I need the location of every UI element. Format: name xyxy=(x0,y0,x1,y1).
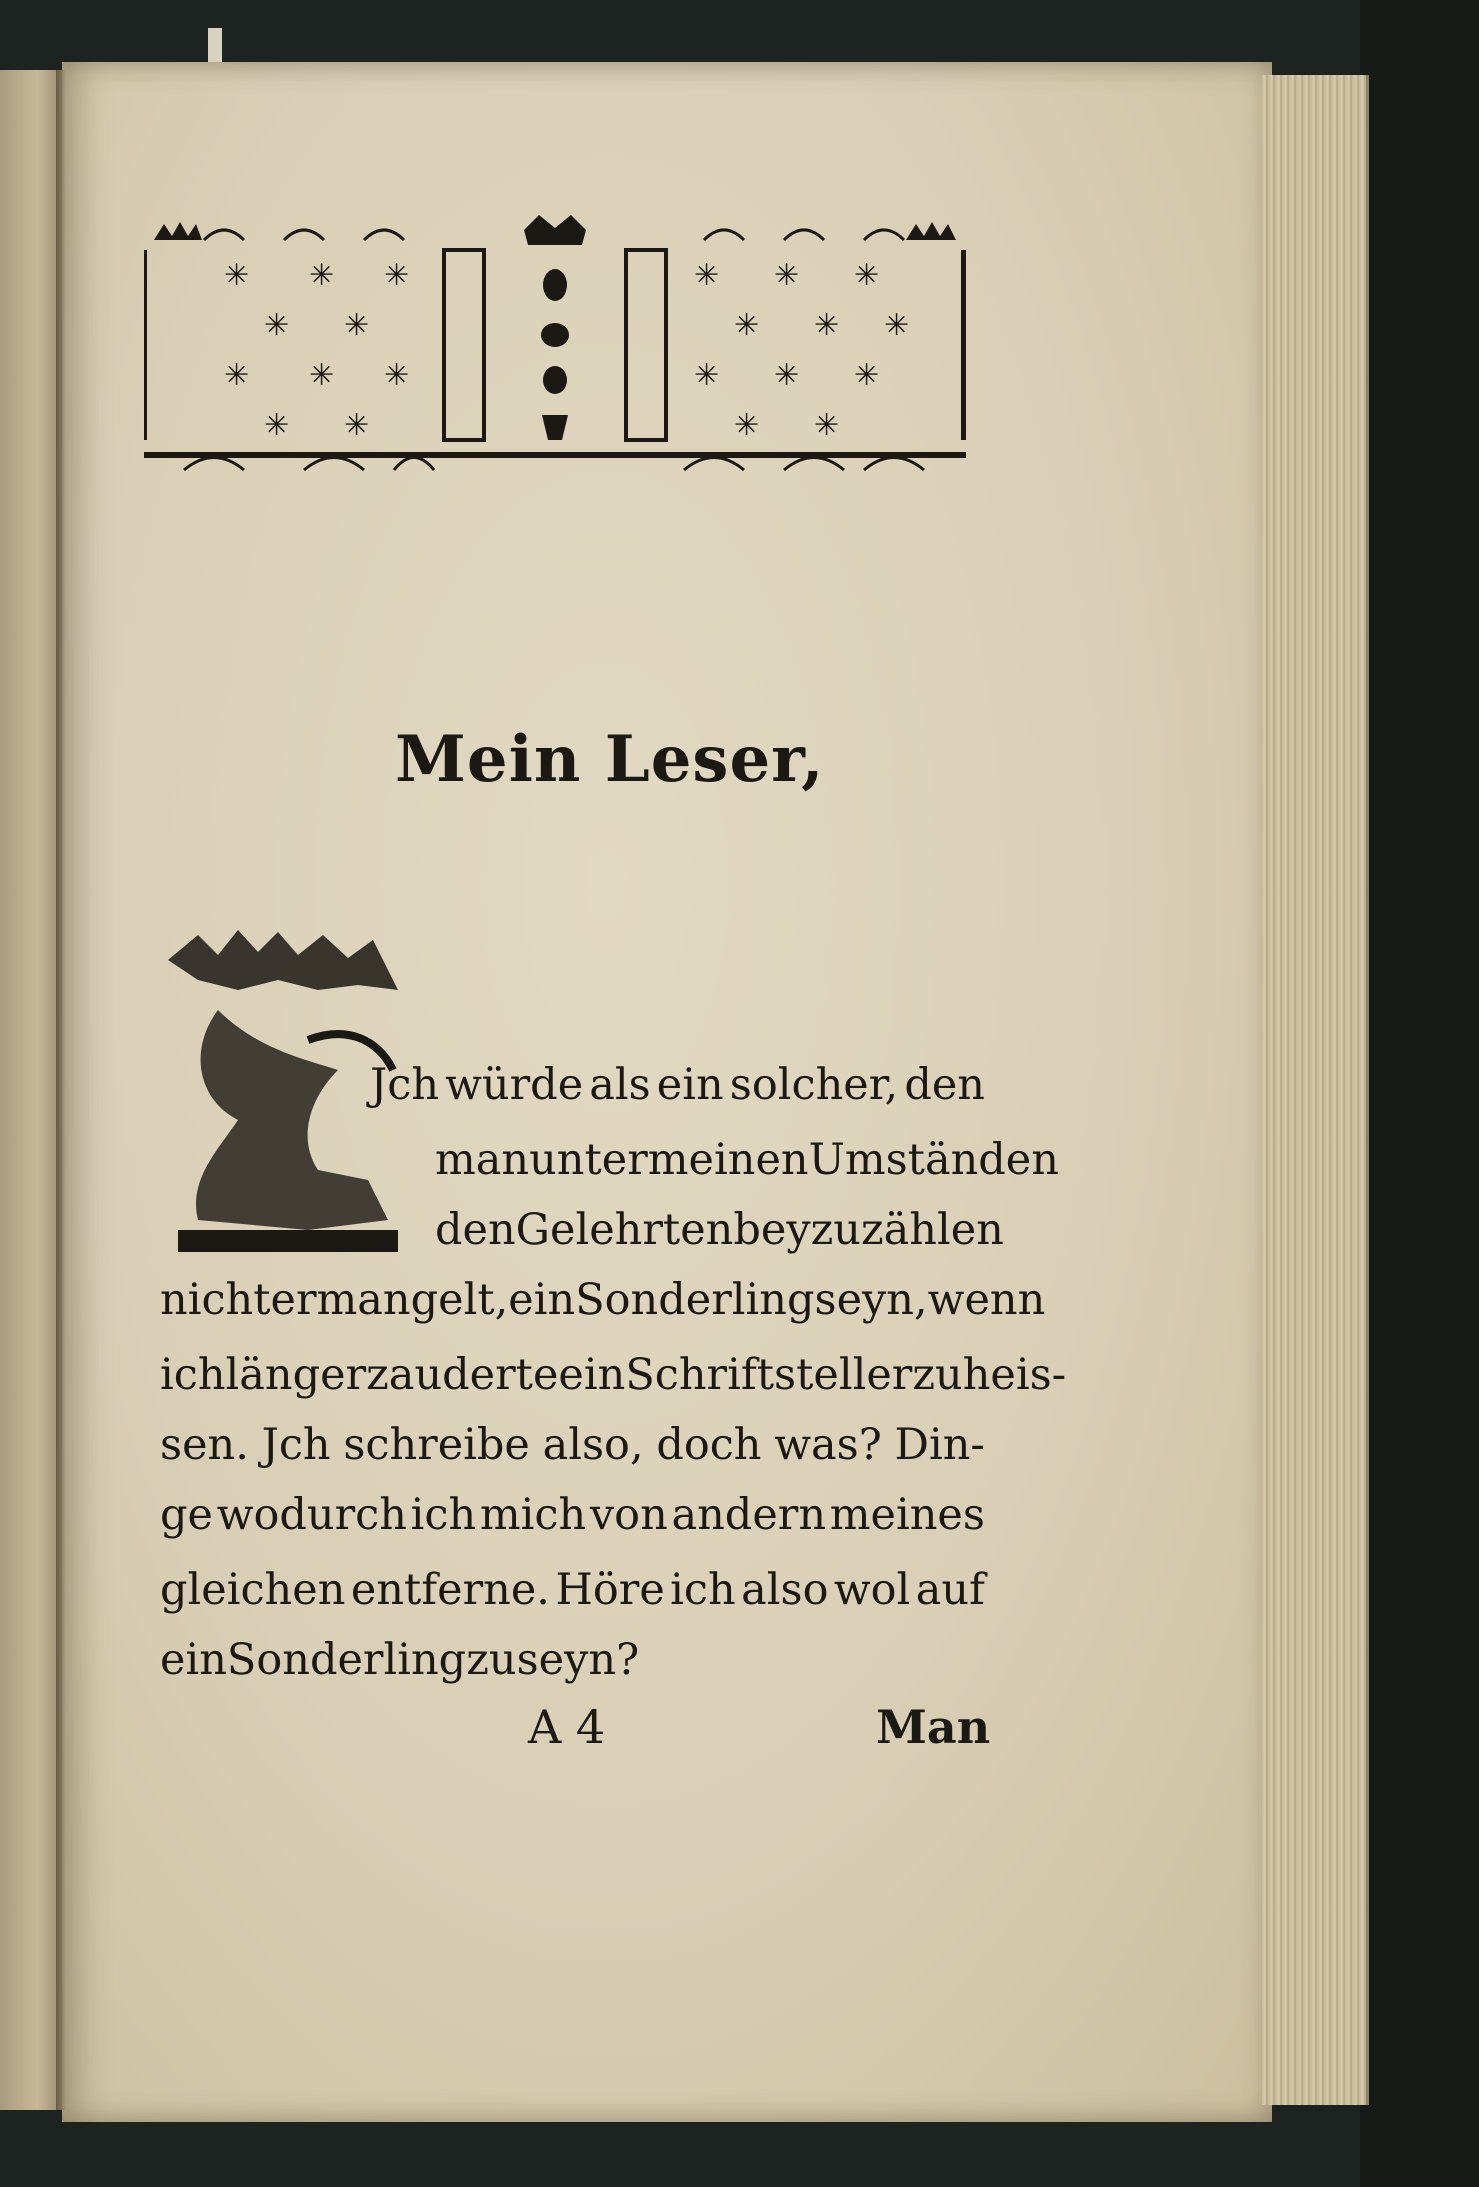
facing-page-edge xyxy=(0,70,64,2110)
svg-text:✳: ✳ xyxy=(774,358,800,393)
word: was? xyxy=(774,1420,882,1470)
word: gleichen xyxy=(160,1565,346,1615)
word: Gelehrten xyxy=(515,1205,734,1255)
page-heading: Mein Leser, xyxy=(395,722,825,797)
body-line-6 xyxy=(160,1420,985,1470)
svg-text:✳: ✳ xyxy=(264,408,290,443)
word: ein xyxy=(508,1275,576,1325)
word: Sonderling xyxy=(226,1635,467,1685)
body-line-1 xyxy=(370,1060,985,1110)
word: würde xyxy=(445,1060,584,1110)
word: ich xyxy=(160,1350,226,1400)
word: mich xyxy=(479,1490,587,1540)
word: ich xyxy=(410,1490,477,1540)
word: Umständen xyxy=(808,1135,1059,1185)
svg-text:✳: ✳ xyxy=(384,358,410,393)
word: ich xyxy=(670,1565,736,1615)
body-line-5 xyxy=(160,1350,1067,1400)
svg-text:✳: ✳ xyxy=(224,258,250,293)
page-stack-edges xyxy=(1262,75,1369,2105)
svg-text:✳: ✳ xyxy=(814,308,840,343)
word: Schriftsteller xyxy=(625,1350,913,1400)
word: heis- xyxy=(962,1350,1067,1400)
word: Sonderling xyxy=(575,1275,815,1325)
word: nicht xyxy=(160,1275,271,1325)
word: schreibe xyxy=(343,1420,530,1470)
signature-mark: A 4 xyxy=(528,1700,606,1754)
word: sen. xyxy=(160,1420,249,1470)
svg-text:✳: ✳ xyxy=(264,308,290,343)
word: wodurch xyxy=(216,1490,407,1540)
word: ermangelt, xyxy=(270,1275,509,1325)
body-line-4 xyxy=(160,1275,1046,1325)
word: ein xyxy=(160,1635,227,1685)
body-line-7 xyxy=(160,1490,985,1540)
word: seyn? xyxy=(516,1635,640,1685)
catchword: Man xyxy=(876,1700,991,1754)
svg-text:✳: ✳ xyxy=(344,308,370,343)
svg-text:✳: ✳ xyxy=(694,358,720,393)
word: Jch xyxy=(261,1420,331,1470)
svg-text:✳: ✳ xyxy=(734,408,760,443)
word: seyn, xyxy=(814,1275,928,1325)
word: doch xyxy=(656,1420,762,1470)
word: zu xyxy=(912,1350,963,1400)
word: wol xyxy=(833,1565,911,1615)
word: wenn xyxy=(927,1275,1046,1325)
background-right xyxy=(1360,0,1479,2187)
word: also xyxy=(741,1565,829,1615)
svg-text:✳: ✳ xyxy=(774,258,800,293)
body-line-8 xyxy=(160,1565,985,1615)
word: als xyxy=(589,1060,651,1110)
svg-text:✳: ✳ xyxy=(309,258,335,293)
svg-text:✳: ✳ xyxy=(854,358,880,393)
svg-text:✳: ✳ xyxy=(224,358,250,393)
svg-text:✳: ✳ xyxy=(694,258,720,293)
word: meines xyxy=(829,1490,985,1540)
svg-text:✳: ✳ xyxy=(884,308,910,343)
word: von xyxy=(589,1490,668,1540)
word: meinen xyxy=(647,1135,809,1185)
svg-text:✳: ✳ xyxy=(344,408,370,443)
word: man xyxy=(435,1135,530,1185)
word: zu xyxy=(466,1635,517,1685)
word: den xyxy=(904,1060,985,1110)
body-line-3 xyxy=(435,1205,1004,1255)
svg-text:✳: ✳ xyxy=(309,358,335,393)
svg-text:✳: ✳ xyxy=(734,308,760,343)
word: ein xyxy=(558,1350,626,1400)
word: solcher, xyxy=(729,1060,899,1110)
word: zauderte xyxy=(366,1350,559,1400)
headpiece-ornament xyxy=(144,210,966,475)
gutter-shadow xyxy=(56,70,66,2110)
word: Din- xyxy=(894,1420,985,1470)
body-line-9 xyxy=(160,1635,640,1685)
word: also, xyxy=(542,1420,644,1470)
word: unter xyxy=(529,1135,648,1185)
word: länger xyxy=(225,1350,367,1400)
word: ein xyxy=(656,1060,724,1110)
word: Jch xyxy=(370,1060,440,1110)
word: Höre xyxy=(555,1565,665,1615)
svg-text:✳: ✳ xyxy=(814,408,840,443)
word: andern xyxy=(671,1490,827,1540)
svg-text:✳: ✳ xyxy=(854,258,880,293)
svg-text:✳: ✳ xyxy=(384,258,410,293)
word: den xyxy=(435,1205,516,1255)
word: ge xyxy=(160,1490,213,1540)
body-line-2 xyxy=(435,1135,1059,1185)
word: entferne. xyxy=(350,1565,550,1615)
word: auf xyxy=(915,1565,985,1615)
word: beyzuzählen xyxy=(733,1205,1004,1255)
